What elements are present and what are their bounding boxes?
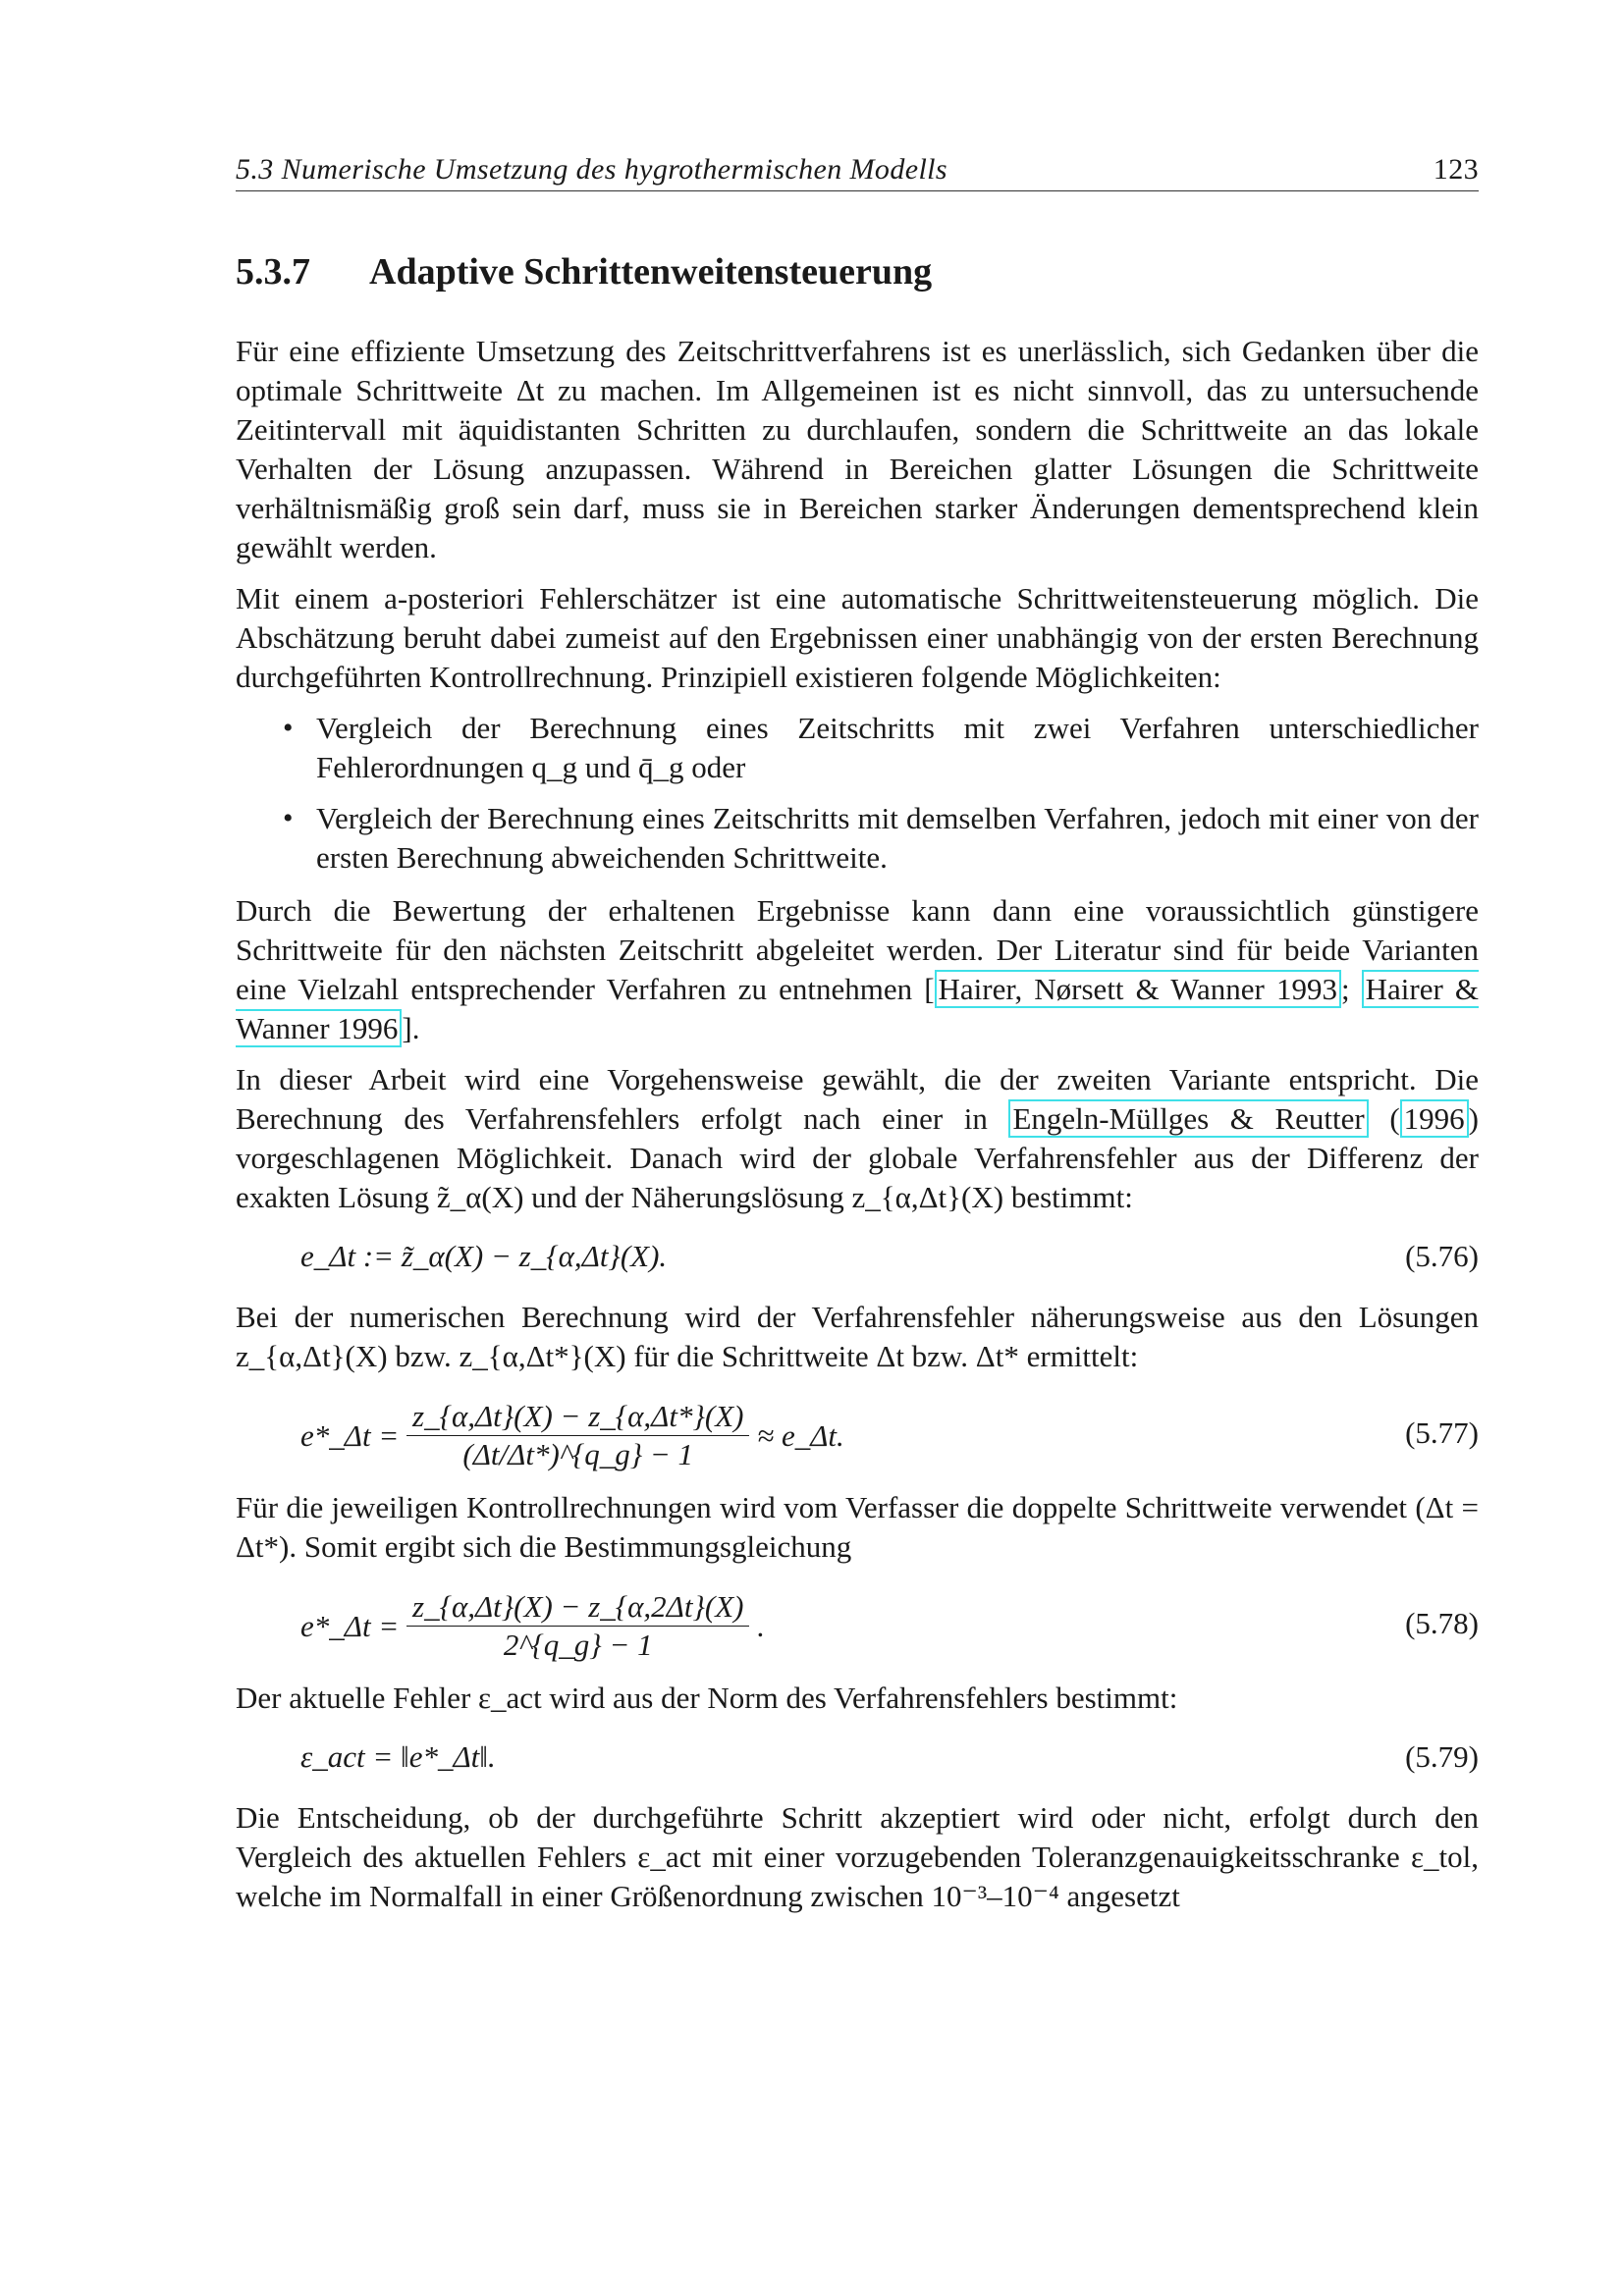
equation-body: e_Δt := z̃_α(X) − z_{α,Δt}(X).: [300, 1239, 668, 1273]
paragraph-2: Mit einem a-posteriori Fehlerschätzer ist eine automatische Schrittweitensteuerung möglich. Die Abschätzung beruht dabei zumeist auf den Ergebnissen einer unabhängig von der ersten Berechnung durchgeführten Kontrollrechnung. Prinzipiell existieren folgende Möglichkeiten:: [236, 581, 1479, 694]
list-item: • Vergleich der Berechnung eines Zeitschritts mit demselben Verfahren, jedoch mit einer von der ersten Berechnung abweichenden Schrittweite.: [316, 799, 1479, 878]
paragraph-4-paren: (: [1368, 1101, 1400, 1136]
equation-number: (5.77): [1405, 1415, 1479, 1450]
citation-link[interactable]: Hairer, Nørsett & Wanner 1993: [935, 970, 1341, 1008]
fraction: [406, 1398, 749, 1473]
paragraph-8: Die Entscheidung, ob der durchgeführte Schritt akzeptiert wird oder nicht, erfolgt durch den Vergleich des aktuellen Fehlers ε_act mit einer vorzugebenden Toleranzgenauigkeitsschranke ε_tol, welche im Normalfall in einer Größenordnung zwischen 10⁻³–10⁻⁴ angesetzt: [236, 1800, 1479, 1913]
citation-link[interactable]: Engeln-Müllges & Reutter: [1008, 1099, 1368, 1138]
list-item: • Vergleich der Berechnung eines Zeitschritts mit zwei Verfahren unterschiedlicher Fehlerordnungen q_g und q̄_g oder: [316, 709, 1479, 787]
paragraph-4: [236, 1060, 1479, 1217]
fraction-numerator: z_{α,Δt}(X) − z_{α,Δt*}(X): [406, 1398, 749, 1436]
equation-number: (5.78): [1405, 1606, 1479, 1640]
paragraph-4-text: In dieser Arbeit wird eine Vorgehensweise gewählt, die der zweiten Variante entspricht. Die Berechnung des Verfahrensfehlers erfolgt nach einer in: [236, 1062, 1479, 1136]
equation-body: [300, 1588, 765, 1664]
section-heading: [236, 250, 932, 294]
equation-body: ε_act = ‖e*_Δt‖.: [300, 1739, 496, 1774]
equation-5-77: [236, 1388, 1479, 1476]
equation-body: [300, 1398, 844, 1473]
paragraph-3-end: ].: [402, 1011, 420, 1045]
fraction-denominator: 2^{q_g} − 1: [503, 1628, 653, 1662]
paragraph-7: Der aktuelle Fehler ε_act wird aus der Norm des Verfahrensfehlers bestimmt:: [236, 1681, 1178, 1715]
equation-number: (5.79): [1405, 1739, 1479, 1774]
body-text: [236, 332, 1479, 1928]
section-title: Adaptive Schrittenweitensteuerung: [369, 251, 933, 293]
citation-separator: ;: [1340, 972, 1362, 1006]
bullet-list: [236, 709, 1479, 878]
paragraph-6: Für die jeweiligen Kontrollrechnungen wird vom Verfasser die doppelte Schrittweite verwendet (Δt = Δt*). Somit ergibt sich die Bestimmungsgleichung: [236, 1490, 1479, 1564]
equation-5-78: [236, 1578, 1479, 1667]
paragraph-4-end: ) vorgeschlagenen Möglichkeit. Danach wird der globale Verfahrensfehler aus der Differenz der exakten Lösung z̃_α(X) und der Näherungslösung z_{α,Δt}(X) bestimmt:: [236, 1101, 1479, 1214]
page-number: 123: [1433, 153, 1479, 186]
paragraph-5: Bei der numerischen Berechnung wird der Verfahrensfehler näherungsweise aus den Lösungen z_{α,Δt}(X) bzw. z_{α,Δt*}(X) für die Schrittweite Δt bzw. Δt* ermittelt:: [236, 1300, 1479, 1373]
running-header-title: 5.3 Numerische Umsetzung des hygrothermischen Modells: [236, 153, 947, 186]
equation-number: (5.76): [1405, 1239, 1479, 1273]
fraction: [406, 1588, 749, 1664]
citation-link[interactable]: Hairer & Wanner 1996: [236, 972, 1480, 1045]
paragraph-3-text: Durch die Bewertung der erhaltenen Ergebnisse kann dann eine voraussichtlich günstigere Schrittweite für den nächsten Zeitschritt abgeleitet werden. Der Literatur sind für beide Varianten eine Vielzahl entsprechender Verfahren zu entnehmen [: [236, 893, 1479, 1006]
citation-year-link[interactable]: 1996: [1400, 1099, 1469, 1138]
paragraph-1: Für eine effiziente Umsetzung des Zeitschrittverfahrens ist es unerlässlich, sich Gedanken über die optimale Schrittweite Δt zu machen. Im Allgemeinen ist es nicht sinnvoll, das zu untersuchende Zeitintervall mit äquidistanten Schritten zu durchlaufen, sondern die Schrittweite an das lokale Verhalten der Lösung anzupassen. Während in Bereichen glatter Lösungen die Schrittweite verhältnismäßig groß sein darf, muss sie in Bereichen starker Änderungen dementsprechend klein gewählt werden.: [236, 334, 1479, 564]
equation-rhs: .: [757, 1608, 765, 1643]
fraction-numerator: z_{α,Δt}(X) − z_{α,2Δt}(X): [406, 1588, 749, 1627]
fraction-denominator: (Δt/Δt*)^{q_g} − 1: [462, 1437, 694, 1471]
running-header: [236, 149, 1479, 191]
section-number: 5.3.7: [236, 251, 310, 293]
equation-5-76: [236, 1229, 1479, 1286]
equation-lhs: e*_Δt =: [300, 1608, 400, 1643]
equation-5-79: [236, 1730, 1479, 1787]
equation-rhs: ≈ e_Δt.: [757, 1417, 844, 1453]
paragraph-3: [236, 891, 1479, 1048]
equation-lhs: e*_Δt =: [300, 1417, 400, 1453]
